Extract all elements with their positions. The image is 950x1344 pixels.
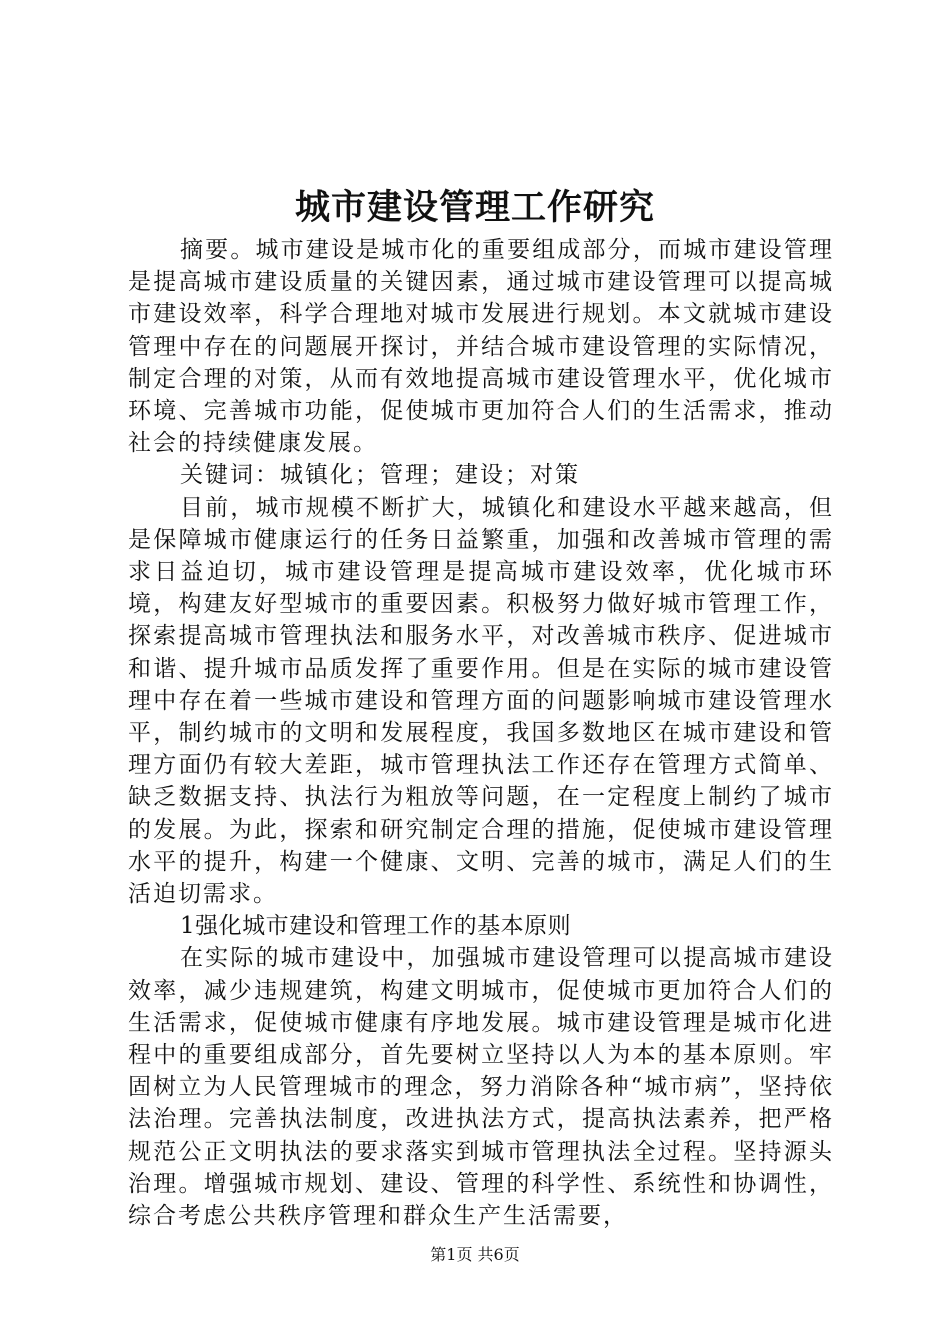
keywords-paragraph: 关键词：城镇化；管理；建设；对策 — [180, 462, 580, 489]
section-paragraph: 在实际的城市建设中，加强城市建设管理可以提高城市建设效率，减少违规建筑，构建文明城市，促使城市更加符合人们的生活需求，促使城市健康有序地发展。城市建设管理是城市化进程中的重要组成部分，首先要树立坚持以人为本的基本原则。牢固树立为人民管理城市的理念，努力消除各种“城市病”，坚持依法治理。完善执法制度，改进执法方式，提高执法素养，把严格规范公正文明执法的要求落实到城市管理执法全过程。坚持源头治理。增强城市规划、建设、管理的科学性、系统性和协调性，综合考虑公共秩序管理和群众生产生活需要， — [128, 945, 834, 1230]
intro-paragraph: 目前，城市规模不断扩大，城镇化和建设水平越来越高，但是保障城市健康运行的任务日益繁重，加强和改善城市管理的需求日益迫切，城市建设管理是提高城市建设效率，优化城市环境，构建友好型城市的重要因素。积极努力做好城市管理工作，探索提高城市管理执法和服务水平，对改善城市秩序、促进城市和谐、提升城市品质发挥了重要作用。但是在实际的城市建设管理中存在着一些城市建设和管理方面的问题影响城市建设管理水平，制约城市的文明和发展程度，我国多数地区在城市建设和管理方面仍有较大差距，城市管理执法工作还存在管理方式简单、缺乏数据支持、执法行为粗放等问题，在一定程度上制约了城市的发展。为此，探索和研究制定合理的措施，促使城市建设管理水平的提升，构建一个健康、文明、完善的城市，满足人们的生活迫切需求。 — [128, 494, 834, 908]
document-body — [128, 234, 834, 1232]
page-footer: 第1页 共6页 — [430, 1245, 520, 1264]
section-heading: 1强化城市建设和管理工作的基本原则 — [180, 913, 572, 940]
abstract-paragraph: 摘要。城市建设是城市化的重要组成部分，而城市建设管理是提高城市建设质量的关键因素，通过城市建设管理可以提高城市建设效率，科学合理地对城市发展进行规划。本文就城市建设管理中存在的问题展开探讨，并结合城市建设管理的实际情况，制定合理的对策，从而有效地提高城市建设管理水平，优化城市环境、完善城市功能，促使城市更加符合人们的生活需求，推动社会的持续健康发展。 — [128, 237, 834, 457]
document-title: 城市建设管理工作研究 — [294, 187, 655, 228]
